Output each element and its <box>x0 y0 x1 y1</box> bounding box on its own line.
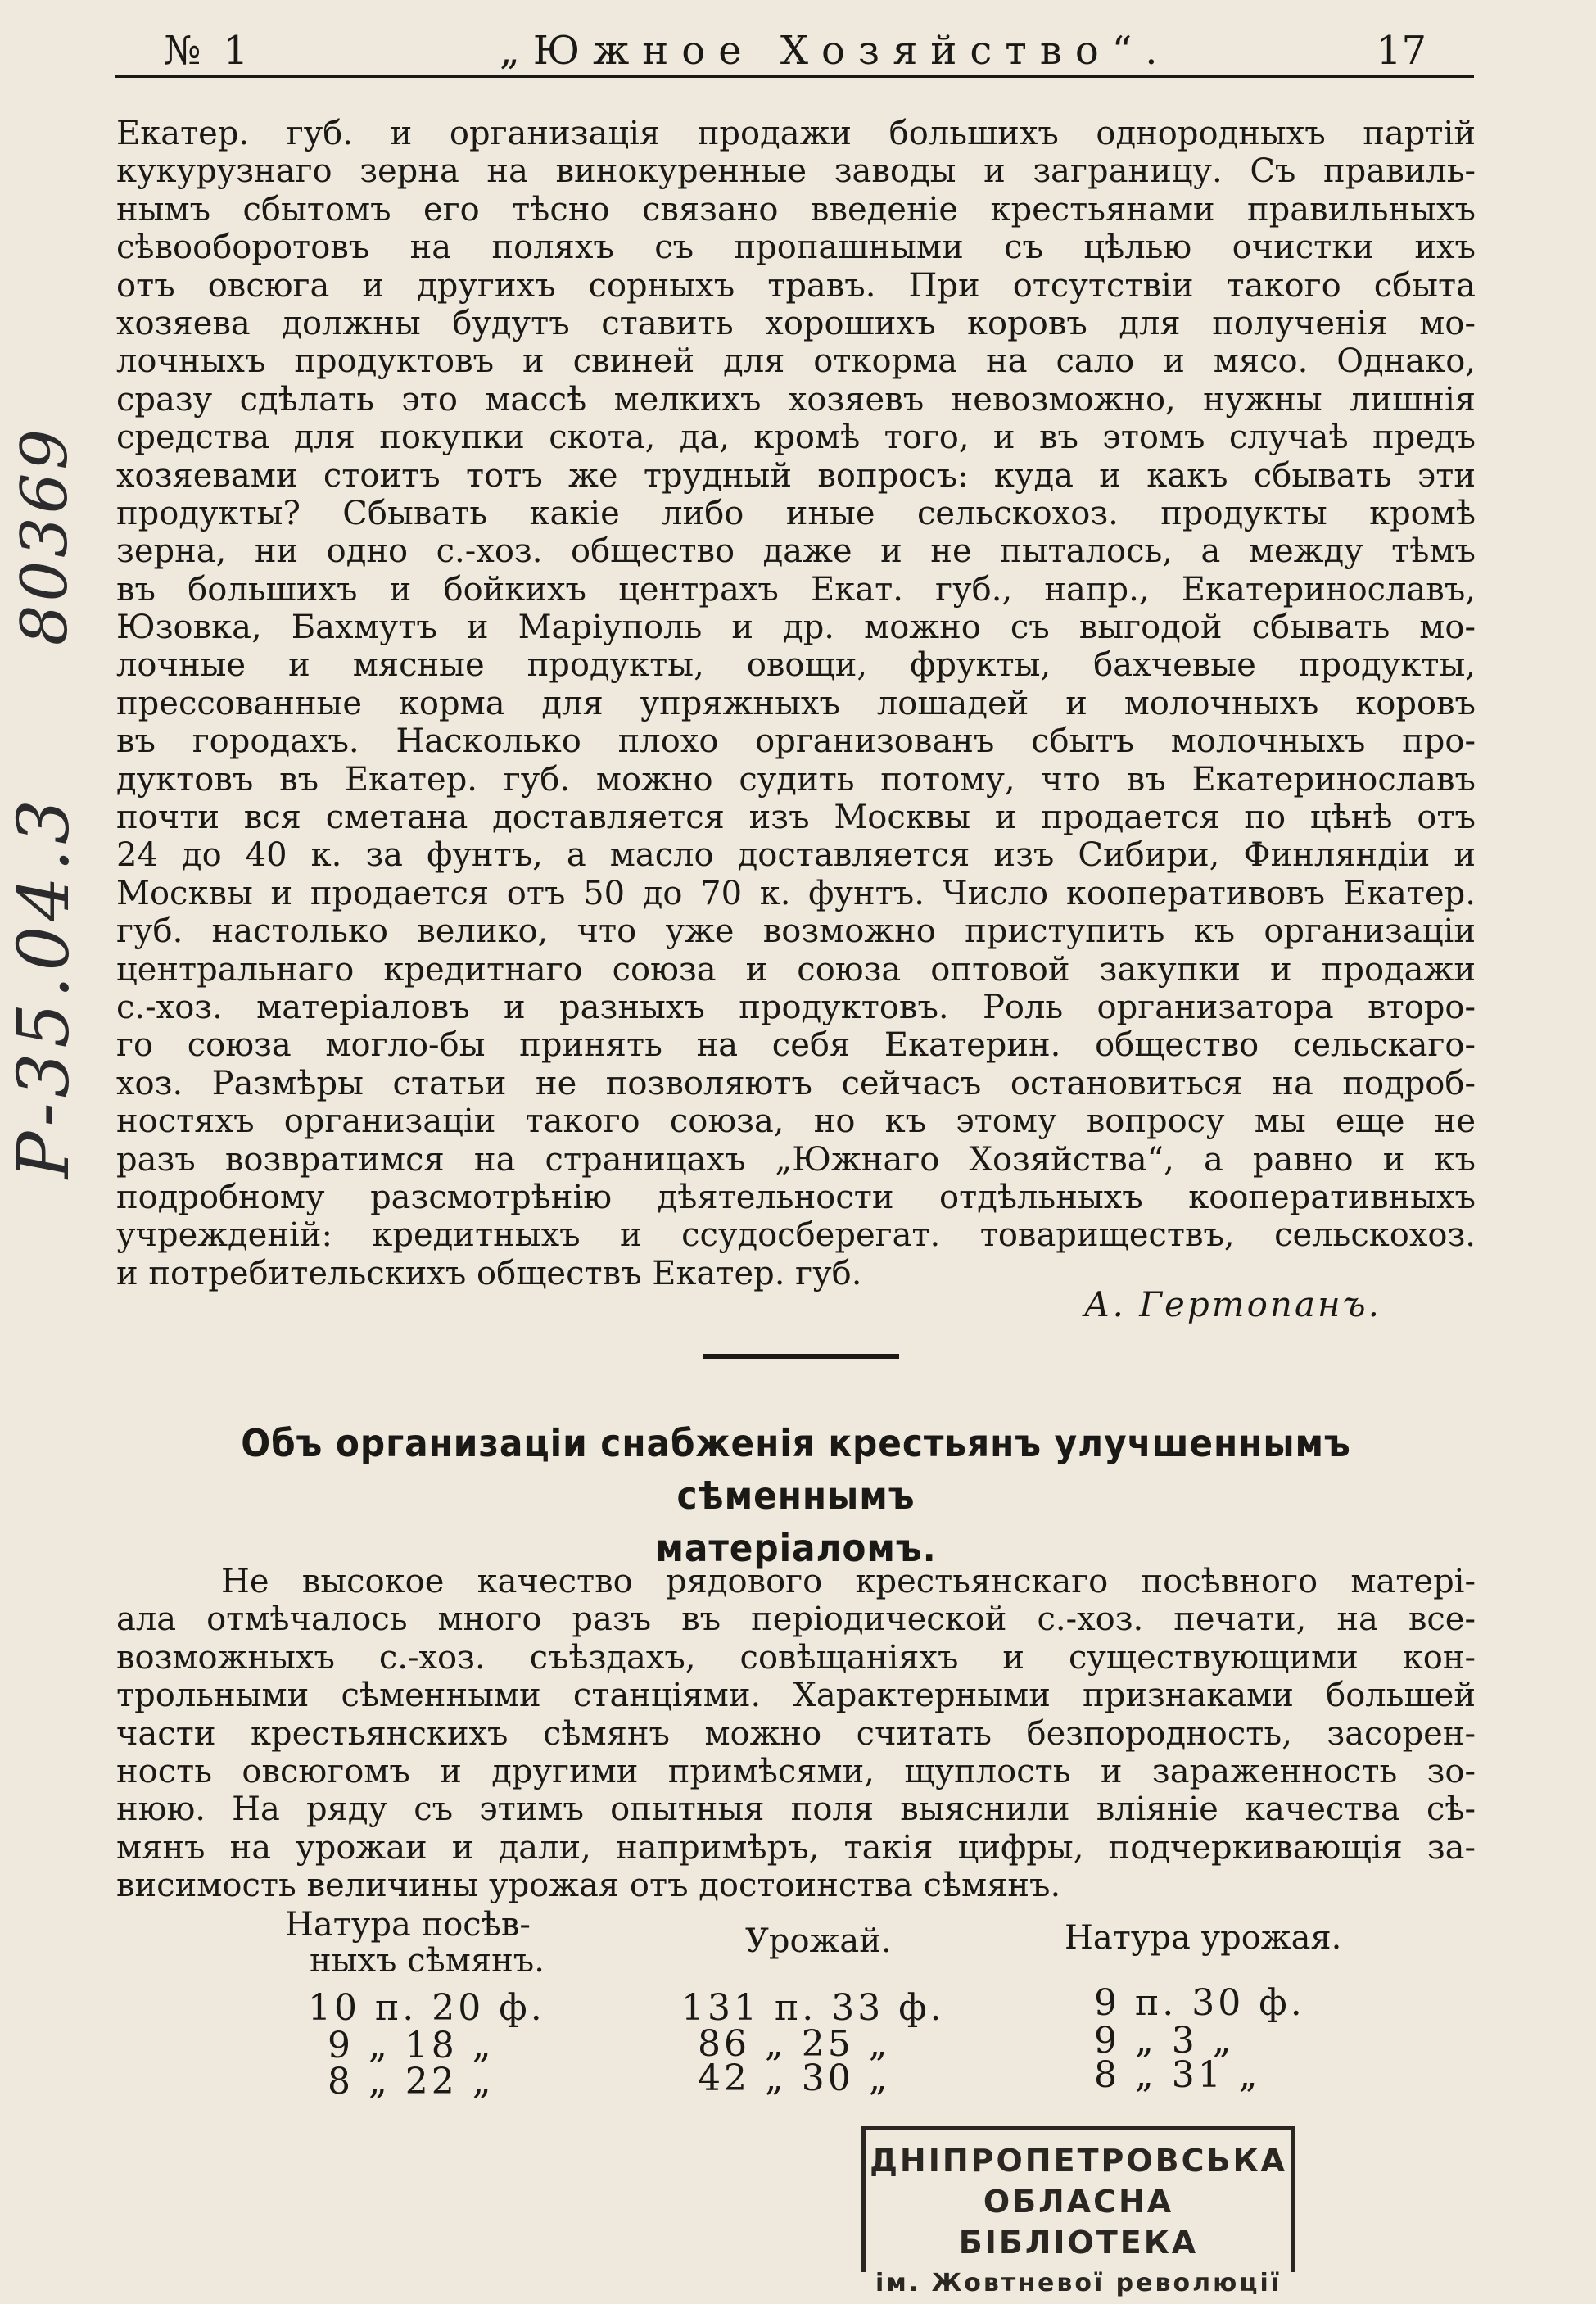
table-header-harvest: Натура урожая. <box>1065 1919 1342 1957</box>
text-line: нымъ сбытомъ его тѣсно связано введеніе крестьянами правильныхъ <box>116 190 1476 229</box>
text-line: зерна, ни одно с.-хоз. общество даже и не пыталось, а между тѣмъ <box>116 532 1476 571</box>
text-line: Москвы и продается отъ 50 до 70 к. фунтъ. Число кооперативовъ Екатер. <box>116 874 1476 912</box>
text-line: возможныхъ с.-хоз. съѣздахъ, совѣщаніяхъ и существующими кон- <box>116 1638 1476 1677</box>
text-line: разъ возвратимся на страницахъ „Южнаго Хозяйства“, а равно и къ <box>116 1140 1476 1179</box>
journal-title: „Южное Хозяйство“. <box>500 28 1171 74</box>
handwritten-inventory-number: 80369 <box>8 426 82 646</box>
heading-line-2: матеріаломъ. <box>655 1526 937 1570</box>
article-heading <box>170 1417 1421 1574</box>
table-cell: 8 „ 31 „ <box>1094 2054 1261 2096</box>
text-line: хозяева должны будутъ ставить хорошихъ коровъ для полученія мо- <box>116 304 1476 342</box>
text-line: сѣвооборотовъ на поляхъ съ пропашными съ цѣлью очистки ихъ <box>116 229 1476 267</box>
page-number: 17 <box>1376 28 1426 74</box>
text-line: кукурузнаго зерна на винокуренные заводы и заграницу. Съ правиль- <box>116 152 1476 191</box>
section-divider <box>703 1354 899 1359</box>
heading-line-1: Объ организаціи снабженія крестьянъ улучшеннымъ сѣменнымъ <box>241 1421 1351 1518</box>
table-cell: 8 „ 22 „ <box>328 2061 495 2103</box>
text-line: отъ овсюга и другихъ сорныхъ травъ. При отсутствіи такого сбыта <box>116 266 1476 305</box>
text-line: Юзовка, Бахмутъ и Маріуполь и др. можно съ выгодой сбывать мо- <box>116 609 1476 647</box>
stamp-line-2: ОБЛАСНА БІБЛІОТЕКА <box>958 2184 1199 2261</box>
text-line: висимость величины урожая отъ достоинства сѣмянъ. <box>116 1867 1061 1905</box>
table-cell: 42 „ 30 „ <box>698 2057 891 2099</box>
text-line: 24 до 40 к. за фунтъ, а масло доставляется изъ Сибири, Финляндіи и <box>116 836 1476 875</box>
header-rule <box>115 75 1474 78</box>
table-cell: 9 „ 3 „ <box>1094 2020 1235 2062</box>
stamp-line-1: ДНІПРОПЕТРОВСЬКА <box>870 2143 1287 2179</box>
text-line: ала отмѣчалось много разъ въ періодической с.-хоз. печати, на все- <box>116 1600 1476 1639</box>
text-line: нюю. На ряду съ этимъ опытныя поля выяснили вліяніе качества сѣ- <box>116 1790 1476 1829</box>
table-header-seed: Натура посѣв- <box>285 1906 531 1944</box>
table-cell: 9 „ 18 „ <box>328 2025 495 2066</box>
table-header-seed-2: ныхъ сѣмянъ. <box>310 1942 545 1980</box>
yield-table <box>116 1908 1476 2121</box>
author-signature: А. Гертопанъ. <box>1083 1284 1381 1324</box>
text-line: хоз. Размѣры статьи не позволяютъ сейчасъ остановиться на подроб- <box>116 1064 1476 1102</box>
text-line: ность овсюгомъ и другими примѣсями, щуплость и зараженность зо- <box>116 1752 1476 1790</box>
text-line: продукты? Сбывать какіе либо иные сельскохоз. продукты кромѣ <box>116 494 1476 532</box>
table-cell: 86 „ 25 „ <box>698 2023 891 2065</box>
text-line: сразу сдѣлать это массѣ мелкихъ хозяевъ невозможно, нужны лишнія <box>116 380 1476 419</box>
table-cell: 10 п. 20 ф. <box>308 1987 545 2029</box>
page-header <box>115 21 1474 72</box>
table-header-yield: Урожай. <box>745 1922 892 1960</box>
text-line: и потребительскихъ обществъ Екатер. губ. <box>116 1254 862 1292</box>
text-line: средства для покупки скота, да, кромѣ того, и въ этомъ случаѣ предъ <box>116 419 1476 457</box>
text-line: ностяхъ организаціи такого союза, но къ этому вопросу мы еще не <box>116 1102 1476 1141</box>
text-line: с.-хоз. матеріаловъ и разныхъ продуктовъ. Роль организатора второ- <box>116 988 1476 1026</box>
text-line: хозяевами стоитъ тотъ же трудный вопросъ: куда и какъ сбывать эти <box>116 456 1476 495</box>
text-line: Екатер. губ. и организація продажи большихъ однородныхъ партій <box>116 115 1476 152</box>
text-line: почти вся сметана доставляется изъ Москвы и продается по цѣнѣ отъ <box>116 799 1476 837</box>
handwritten-shelf-mark: Р-35.04.3 <box>3 794 85 1179</box>
text-line: прессованные корма для упряжныхъ лошадей и молочныхъ коровъ <box>116 684 1476 722</box>
article-continuation <box>116 115 1476 1292</box>
text-line: мянъ на урожаи и дали, напримѣръ, такія цифры, подчеркивающія за- <box>116 1828 1476 1867</box>
text-line: подробному разсмотрѣнію дѣятельности отдѣльныхъ кооперативныхъ <box>116 1178 1476 1216</box>
article-body <box>116 1563 1476 1905</box>
table-cell: 131 п. 33 ф. <box>681 1987 945 2029</box>
text-line: Не высокое качество рядового крестьянскаго посѣвного матері- <box>221 1563 1476 1600</box>
text-line: части крестьянскихъ сѣмянъ можно считать безпородность, засорен- <box>116 1714 1476 1753</box>
table-cell: 9 п. 30 ф. <box>1094 1982 1305 2024</box>
text-line: губ. настолько велико, что уже возможно приступить къ организаціи <box>116 912 1476 951</box>
text-line: учрежденій: кредитныхъ и ссудосберегат. товариществъ, сельскохоз. <box>116 1216 1476 1255</box>
text-line: го союза могло-бы принять на себя Екатерин. общество сельскаго- <box>116 1026 1476 1065</box>
text-line: дуктовъ въ Екатер. губ. можно судить потому, что въ Екатеринославъ <box>116 760 1476 799</box>
text-line: лочные и мясные продукты, овощи, фрукты, бахчевые продукты, <box>116 646 1476 685</box>
issue-number: № 1 <box>164 28 254 74</box>
text-line: лочныхъ продуктовъ и свиней для откорма на сало и мясо. Однако, <box>116 342 1476 381</box>
text-line: въ большихъ и бойкихъ центрахъ Екат. губ., напр., Екатеринославъ, <box>116 570 1476 609</box>
text-line: въ городахъ. Насколько плохо организованъ сбытъ молочныхъ про- <box>116 722 1476 761</box>
library-stamp <box>861 2126 1295 2297</box>
text-line: трольными сѣменными станціями. Характерными признаками большей <box>116 1677 1476 1715</box>
stamp-line-3: ім. Жовтневої революції <box>875 2269 1282 2297</box>
text-line: центральнаго кредитнаго союза и союза оптовой закупки и продажи <box>116 950 1476 989</box>
